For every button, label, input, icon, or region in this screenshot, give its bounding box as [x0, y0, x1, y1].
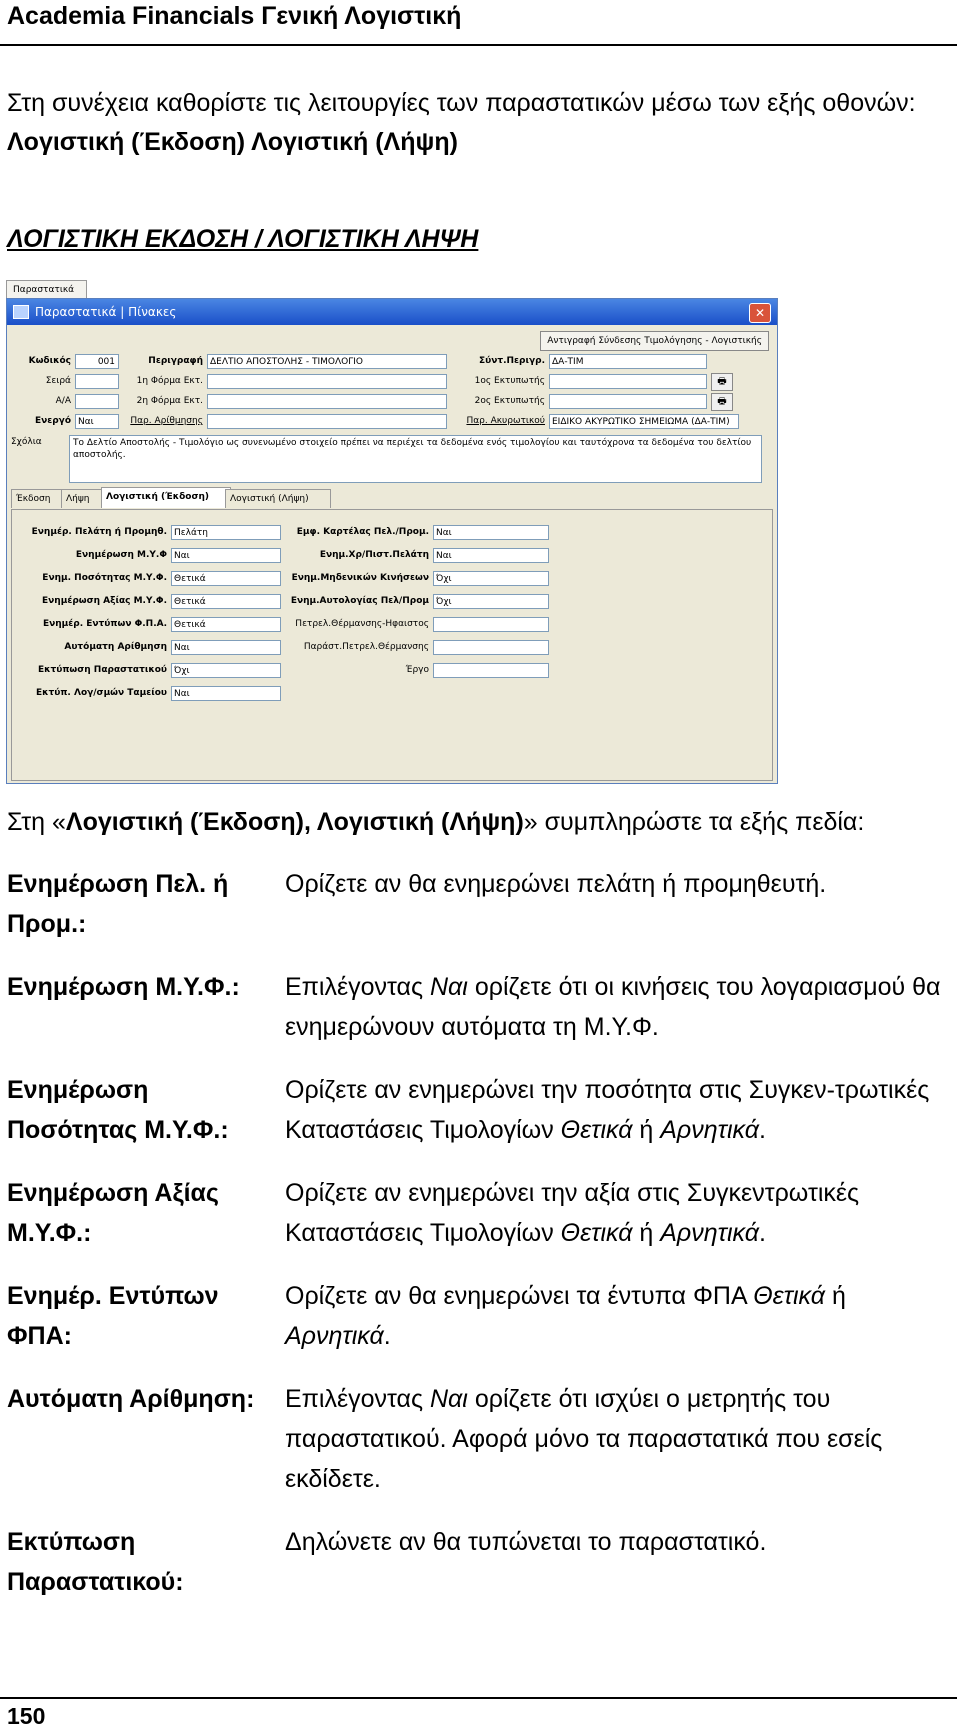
definition-item: [7, 1276, 952, 1356]
window-titlebar: [7, 299, 777, 325]
code-field[interactable]: 001: [75, 354, 119, 369]
lead-bold: Λογιστική (Έκδοση), Λογιστική (Λήψη): [65, 808, 524, 836]
definition-item: [7, 1379, 952, 1499]
window-icon: [13, 305, 29, 319]
printer-1-icon[interactable]: 🖶: [711, 373, 733, 391]
left-field-5[interactable]: Ναι: [171, 640, 281, 655]
left-field-2[interactable]: Θετικά: [171, 571, 281, 586]
series-field[interactable]: [75, 374, 119, 389]
right-field-0[interactable]: Ναι: [433, 525, 549, 540]
right-field-2[interactable]: Όχι: [433, 571, 549, 586]
intro-paragraph: [7, 84, 927, 162]
tab-accounting-receipt[interactable]: Λογιστική (Λήψη): [225, 489, 331, 508]
right-label-0: Εμφ. Καρτέλας Πελ./Προμ.: [296, 527, 429, 537]
tab-receipt[interactable]: Λήψη: [61, 489, 105, 508]
right-label-1: Ενημ.Χρ/Πιστ.Πελάτη: [319, 550, 429, 560]
description-label: Περιγραφή: [148, 356, 203, 366]
left-label-5: Αυτόματη Αρίθμηση: [64, 642, 167, 652]
left-label-2: Ενημ. Ποσότητας Μ.Υ.Φ.: [42, 573, 167, 583]
definition-item: [7, 1173, 952, 1253]
dialog-window: [6, 298, 778, 784]
left-field-1[interactable]: Ναι: [171, 548, 281, 563]
tab-issue[interactable]: Έκδοση: [11, 489, 65, 508]
numbering-link[interactable]: Παρ. Αρίθμησης: [130, 416, 203, 426]
active-label: Ενεργό: [34, 416, 71, 426]
link-descr-label: Σύντ.Περιγρ.: [478, 356, 545, 366]
notes-label: Σχόλια: [11, 437, 42, 447]
definition-description: Ορίζετε αν ενημερώνει την αξία στις Συγκεντρωτικές Καταστάσεις Τιμολογίων Θετικά ή Αρνητικά.: [285, 1179, 860, 1247]
close-button[interactable]: ✕: [749, 303, 771, 323]
printer-2-label: 2ος Εκτυπωτής: [474, 396, 545, 406]
code-label: Κωδικός: [28, 356, 71, 366]
footer-rule: [0, 1697, 957, 1699]
printer-2-icon[interactable]: 🖶: [711, 393, 733, 411]
printer-2-field[interactable]: [549, 394, 707, 409]
active-field[interactable]: Ναι: [75, 414, 119, 429]
lead-post: » συμπληρώστε τα εξής πεδία:: [523, 808, 865, 836]
definition-description: Επιλέγοντας Ναι ορίζετε ότι οι κινήσεις του λογαριασμού θα ενημερώνουν αυτόματα τη Μ.Υ.Φ.: [285, 973, 941, 1041]
left-field-6[interactable]: Όχι: [171, 663, 281, 678]
right-label-5: Παράστ.Πετρελ.Θέρμανσης: [303, 642, 429, 652]
left-field-4[interactable]: Θετικά: [171, 617, 281, 632]
definition-item: [7, 1522, 952, 1602]
left-label-3: Ενημέρωση Αξίας Μ.Υ.Φ.: [42, 596, 167, 606]
left-field-7[interactable]: Ναι: [171, 686, 281, 701]
printer-1-label: 1ος Εκτυπωτής: [474, 376, 545, 386]
definition-item: [7, 967, 952, 1047]
left-field-0[interactable]: Πελάτη: [171, 525, 281, 540]
lead-pre: Στη «: [7, 808, 66, 836]
right-label-3: Ενημ.Αυτολογίας Πελ/Προμ: [290, 596, 429, 606]
right-field-4[interactable]: [433, 617, 549, 632]
definition-item: [7, 1070, 952, 1150]
definition-term: Ενημέρωση Πελ. ή Προμ.:: [7, 870, 229, 938]
section-heading: ΛΟΓΙΣΤΙΚΗ ΕΚΔΟΣΗ / ΛΟΓΙΣΤΙΚΗ ΛΗΨΗ: [7, 225, 479, 253]
description-field[interactable]: ΔΕΛΤΙΟ ΑΠΟΣΤΟΛΗΣ - ΤΙΜΟΛΟΓΙΟ: [207, 354, 447, 369]
left-label-6: Εκτύπωση Παραστατικού: [37, 665, 167, 675]
notes-field[interactable]: Το Δελτίο Αποστολής - Τιμολόγιο ως συνενωμένο στοιχείο πρέπει να περιέχει τα δεδομένα ενός τιμολογίου και ταυτόχρονα τα δεδομένα του δελτίου αποστολής.: [69, 435, 762, 483]
right-label-2: Ενημ.Μηδενικών Κινήσεων: [291, 573, 429, 583]
left-label-7: Εκτύπ. Λογ/σμών Ταμείου: [35, 688, 167, 698]
aa-field[interactable]: [75, 394, 119, 409]
header-rule: [0, 44, 957, 46]
definition-term: Ενημέρωση Ποσότητας Μ.Υ.Φ.:: [7, 1076, 229, 1144]
window-title: Παραστατικά | Πίνακες: [35, 305, 177, 319]
cancel-doc-link[interactable]: Παρ. Ακυρωτικού: [466, 416, 545, 426]
definition-term: Αυτόματη Αρίθμηση:: [7, 1385, 255, 1413]
running-header: Academia Financials Γενική Λογιστική: [7, 2, 462, 30]
link-descr-field[interactable]: ΔΑ-ΤΙΜ: [549, 354, 707, 369]
left-label-1: Ενημέρωση Μ.Υ.Φ: [75, 550, 167, 560]
outer-tab[interactable]: Παραστατικά: [6, 280, 87, 299]
definition-description: Δηλώνετε αν θα τυπώνεται το παραστατικό.: [285, 1528, 767, 1556]
aa-label: Α/Α: [55, 396, 71, 406]
tab-accounting-issue[interactable]: Λογιστική (Έκδοση): [101, 487, 231, 508]
right-field-5[interactable]: [433, 640, 549, 655]
series-label: Σειρά: [45, 376, 71, 386]
print-form-2-label: 2η Φόρμα Εκτ.: [136, 396, 203, 406]
definition-term: Ενημέρωση Μ.Υ.Φ.:: [7, 973, 240, 1001]
definition-item: [7, 864, 952, 944]
print-form-1-label: 1η Φόρμα Εκτ.: [136, 376, 203, 386]
intro-text: Στη συνέχεια καθορίστε τις λειτουργίες των παραστατικών μέσω των εξής οθονών:: [7, 89, 916, 117]
definition-description: Ορίζετε αν ενημερώνει την ποσότητα στις Συγκεν-τρωτικές Καταστάσεις Τιμολογίων Θετικά ή Αρνητικά.: [285, 1076, 930, 1144]
left-label-0: Ενημέρ. Πελάτη ή Προμηθ.: [31, 527, 167, 537]
right-field-6[interactable]: [433, 663, 549, 678]
definition-term: Ενημέρ. Εντύπων ΦΠΑ:: [7, 1282, 219, 1350]
copy-link-button[interactable]: Αντιγραφή Σύνδεσης Τιμολόγησης - Λογιστικής: [540, 331, 769, 351]
definition-description: Ορίζετε αν θα ενημερώνει πελάτη ή προμηθευτή.: [285, 870, 827, 898]
lead-paragraph: [7, 808, 864, 837]
definition-description: Ορίζετε αν θα ενημερώνει τα έντυπα ΦΠΑ Θετικά ή Αρνητικά.: [285, 1282, 846, 1350]
left-field-3[interactable]: Θετικά: [171, 594, 281, 609]
definition-list: [7, 864, 952, 1625]
definition-description: Επιλέγοντας Ναι ορίζετε ότι ισχύει ο μετρητής του παραστατικού. Αφορά μόνο τα παραστατικά που εσείς εκδίδετε.: [285, 1385, 883, 1493]
right-field-3[interactable]: Όχι: [433, 594, 549, 609]
cancel-doc-field[interactable]: ΕΙΔΙΚΟ ΑΚΥΡΩΤΙΚΟ ΣΗΜΕΙΩΜΑ (ΔΑ-ΤΙΜ): [549, 414, 739, 429]
print-form-2-field[interactable]: [207, 394, 447, 409]
notes-area: [11, 435, 771, 487]
right-field-1[interactable]: Ναι: [433, 548, 549, 563]
right-label-6: Έργο: [405, 665, 429, 675]
left-label-4: Ενημέρ. Εντύπων Φ.Π.Α.: [42, 619, 167, 629]
print-form-1-field[interactable]: [207, 374, 447, 389]
right-label-4: Πετρελ.Θέρμανσης-Ηφαιστος: [295, 619, 429, 629]
printer-1-field[interactable]: [549, 374, 707, 389]
intro-bold-text: Λογιστική (Έκδοση) Λογιστική (Λήψη): [7, 128, 458, 156]
definition-term: Ενημέρωση Αξίας Μ.Υ.Φ.:: [7, 1179, 219, 1247]
page-number: 150: [7, 1703, 46, 1729]
numbering-field[interactable]: [207, 414, 447, 429]
embedded-screenshot: [6, 280, 778, 784]
definition-term: Εκτύπωση Παραστατικού:: [7, 1528, 184, 1596]
